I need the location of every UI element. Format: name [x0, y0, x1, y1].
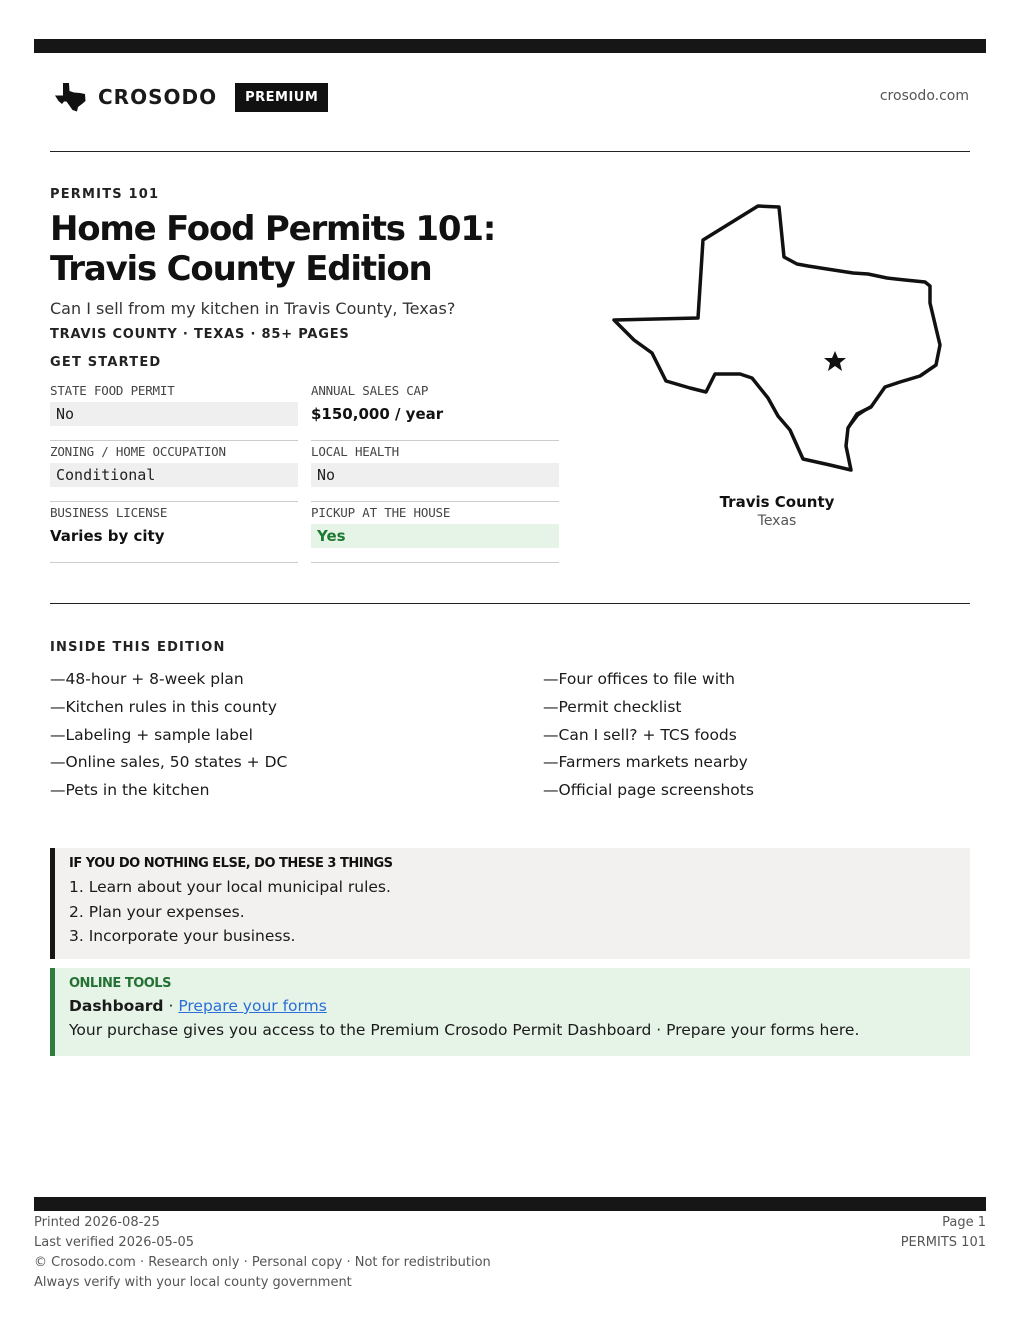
inside-list-right	[543, 666, 754, 805]
fact-label: ANNUAL SALES CAP	[311, 383, 429, 398]
callout-title: IF YOU DO NOTHING ELSE, DO THESE 3 THINGS	[69, 856, 393, 871]
callout-title: ONLINE TOOLS	[69, 976, 171, 991]
step-item: 3. Incorporate your business.	[69, 927, 296, 945]
fact-label: LOCAL HEALTH	[311, 444, 399, 459]
three-things-callout	[50, 848, 970, 959]
list-item: —Farmers markets nearby	[543, 753, 748, 772]
step-item: 2. Plan your expenses.	[69, 902, 245, 921]
fact-local-health	[311, 441, 559, 502]
fact-business-license	[50, 502, 298, 563]
star-marker-icon	[824, 351, 846, 371]
fact-value: Yes	[311, 524, 559, 548]
list-item: —Can I sell? + TCS foods	[543, 725, 737, 744]
fact-state-food-permit	[50, 380, 298, 441]
inside-edition-label: INSIDE THIS EDITION	[50, 640, 226, 655]
section-kicker: PERMITS 101	[50, 187, 160, 202]
copyright-notice: © Crosodo.com · Research only · Personal copy · Not for redistribution	[34, 1255, 491, 1270]
fact-grid	[50, 380, 559, 563]
footer-section: PERMITS 101	[900, 1235, 986, 1250]
disclaimer: Always verify with your local county government	[34, 1275, 352, 1290]
edition-meta: TRAVIS COUNTY · TEXAS · 85+ PAGES	[50, 327, 350, 342]
map-county-name: Travis County	[719, 493, 835, 511]
bottom-bar	[34, 1197, 986, 1211]
texas-outline-map	[610, 200, 950, 475]
list-item: —Labeling + sample label	[50, 725, 253, 744]
fact-label: STATE FOOD PERMIT	[50, 383, 175, 398]
fact-value: Varies by city	[50, 527, 165, 545]
list-item: —Online sales, 50 states + DC	[50, 753, 288, 772]
list-item: —Permit checklist	[543, 697, 682, 716]
texas-state-icon	[54, 80, 88, 114]
page-title: Home Food Permits 101: Travis County Edition	[50, 209, 496, 289]
list-item: —Official page screenshots	[543, 781, 754, 800]
footer-right	[901, 1213, 986, 1253]
map-state-name: Texas	[757, 513, 797, 529]
step-item: 1. Learn about your local municipal rules.	[69, 878, 391, 896]
list-item: —Kitchen rules in this county	[50, 697, 277, 716]
prepare-forms-link[interactable]: Prepare your forms	[178, 997, 327, 1015]
list-item: —Pets in the kitchen	[50, 781, 210, 800]
top-bar	[34, 39, 986, 53]
dashboard-line	[69, 997, 970, 1015]
fact-label: PICKUP AT THE HOUSE	[311, 505, 451, 520]
site-url[interactable]: crosodo.com	[879, 88, 969, 104]
steps-list	[69, 875, 970, 949]
section-divider	[50, 603, 970, 604]
online-tools-callout	[50, 968, 970, 1056]
dashboard-description: Your purchase gives you access to the Premium Crosodo Permit Dashboard · Prepare your forms here.	[69, 1021, 860, 1039]
brand-name: CROSODO	[98, 85, 218, 109]
fact-value: Conditional	[50, 463, 298, 487]
list-item: —48-hour + 8-week plan	[50, 670, 244, 688]
fact-label: BUSINESS LICENSE	[50, 505, 168, 520]
fact-value: No	[50, 402, 298, 426]
fact-value: $150,000 / year	[311, 405, 444, 423]
footer-left	[34, 1213, 491, 1293]
brand-header	[54, 80, 328, 114]
printed-date: Printed 2026-08-25	[34, 1215, 160, 1230]
fact-value: No	[311, 463, 559, 487]
fact-label: ZONING / HOME OCCUPATION	[50, 444, 226, 459]
list-item: —Four offices to file with	[543, 670, 735, 688]
get-started-label: GET STARTED	[50, 355, 162, 370]
fact-annual-sales-cap	[311, 380, 559, 441]
fact-zoning	[50, 441, 298, 502]
dashboard-label: Dashboard	[69, 997, 164, 1015]
page-subtitle: Can I sell from my kitchen in Travis County, Texas?	[50, 299, 456, 318]
inside-list-left	[50, 666, 287, 805]
verified-date: Last verified 2026-05-05	[34, 1235, 194, 1250]
header-divider	[50, 151, 970, 152]
map-caption	[607, 493, 947, 529]
fact-pickup-at-house	[311, 502, 559, 563]
separator: ·	[163, 997, 179, 1015]
premium-badge: PREMIUM	[235, 83, 328, 112]
page-number: Page 1	[942, 1215, 986, 1230]
